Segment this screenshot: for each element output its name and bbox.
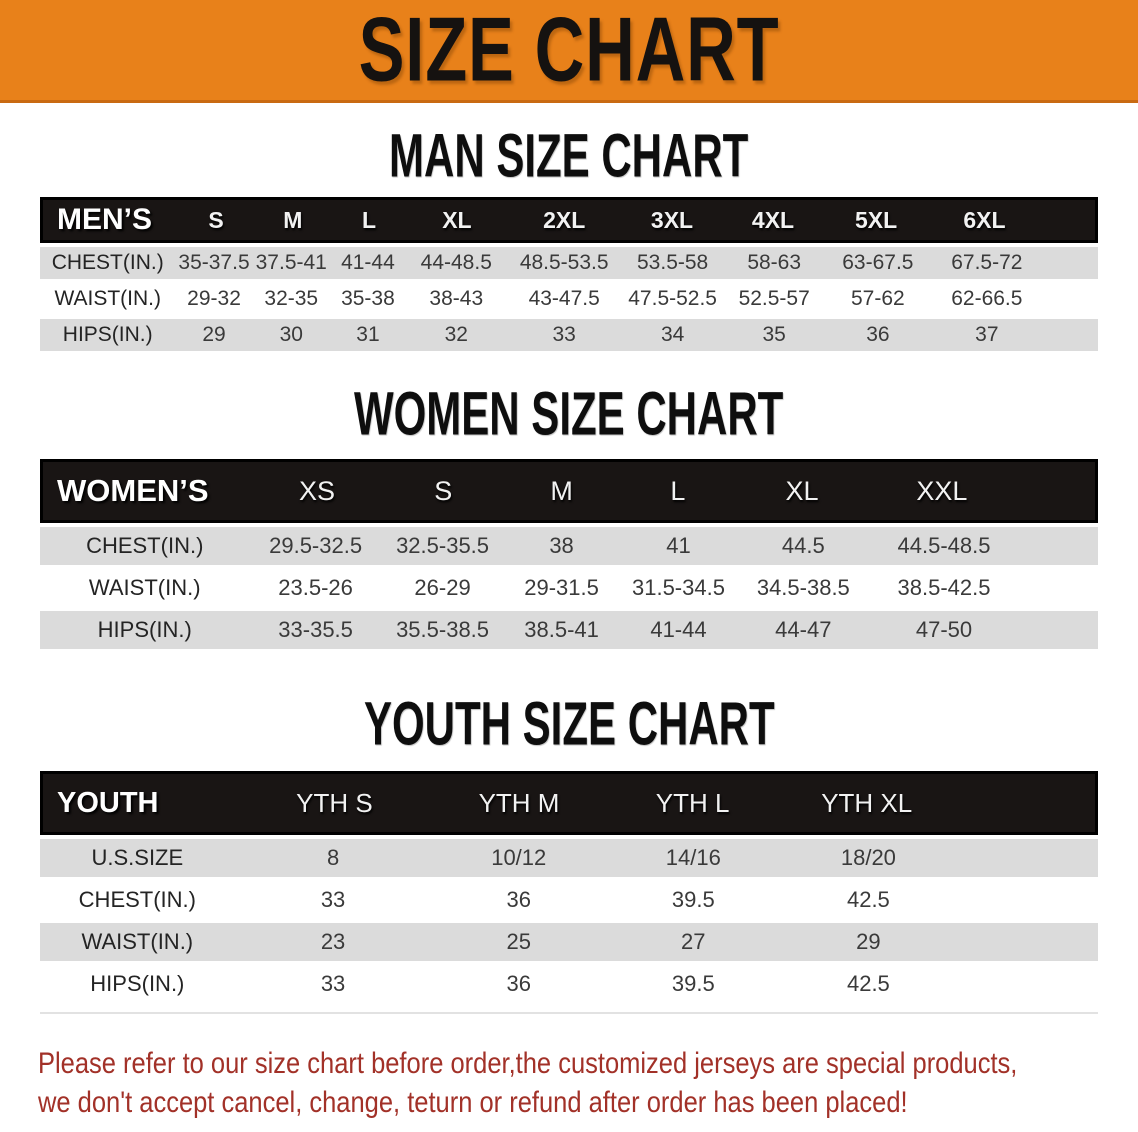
table-cell: 41-44 bbox=[341, 251, 395, 274]
size-column-header: L bbox=[362, 206, 377, 233]
table-cell: 30 bbox=[279, 323, 303, 346]
women-size-table bbox=[40, 459, 1098, 649]
size-column-header: 2XL bbox=[543, 206, 586, 233]
women-size-section bbox=[0, 378, 1138, 649]
order-policy-note bbox=[38, 1044, 1138, 1122]
table-cell: 38.5-42.5 bbox=[897, 575, 991, 600]
table-cell: 29-32 bbox=[187, 287, 241, 310]
table-cell: 41 bbox=[666, 533, 691, 558]
table-cell: 53.5-58 bbox=[637, 251, 709, 274]
size-column-header: XL bbox=[442, 206, 472, 233]
youth-section-heading: YOUTH SIZE CHART bbox=[363, 688, 775, 758]
row-label: WAIST(IN.) bbox=[54, 287, 161, 310]
table-cell: 23 bbox=[320, 929, 346, 954]
table-header-row bbox=[40, 197, 1098, 243]
table-cell: 48.5-53.5 bbox=[519, 251, 609, 274]
men-size-section bbox=[0, 120, 1138, 351]
table-row bbox=[40, 611, 1098, 649]
size-column-header: L bbox=[670, 475, 686, 506]
table-cell: 42.5 bbox=[846, 971, 890, 996]
size-column-header: 4XL bbox=[751, 206, 795, 233]
table-cell: 42.5 bbox=[846, 887, 890, 912]
size-column-header: S bbox=[434, 475, 453, 506]
size-column-header: M bbox=[283, 206, 303, 233]
row-label: HIPS(IN.) bbox=[97, 617, 192, 642]
page-title: SIZE CHART bbox=[358, 0, 780, 101]
table-cell: 35 bbox=[762, 323, 786, 346]
table-cell: 44-48.5 bbox=[420, 251, 492, 274]
table-cell: 33 bbox=[320, 887, 346, 912]
row-label: CHEST(IN.) bbox=[51, 251, 164, 274]
row-label: CHEST(IN.) bbox=[86, 533, 204, 558]
order-policy-note-line1: Please refer to our size chart before order,the customized jerseys are special products, bbox=[38, 1047, 1018, 1080]
table-cell: 33-35.5 bbox=[278, 617, 353, 642]
row-label: WAIST(IN.) bbox=[81, 929, 194, 954]
men-size-table bbox=[40, 197, 1098, 351]
size-column-header: 3XL bbox=[650, 206, 694, 233]
table-row bbox=[40, 923, 1098, 961]
table-cell: 35-38 bbox=[341, 287, 395, 310]
table-cell: 44.5-48.5 bbox=[897, 533, 991, 558]
table-cell: 37 bbox=[975, 323, 999, 346]
table-cell: 32 bbox=[444, 323, 468, 346]
table-cell: 37.5-41 bbox=[255, 251, 327, 274]
table-cell: 34.5-38.5 bbox=[756, 575, 850, 600]
table-cell: 14/16 bbox=[665, 845, 721, 870]
table-cell: 36 bbox=[866, 323, 890, 346]
table-row bbox=[40, 283, 1098, 315]
table-cell: 62-66.5 bbox=[951, 287, 1023, 310]
men-section-heading: MAN SIZE CHART bbox=[389, 120, 749, 190]
size-column-header: XS bbox=[299, 475, 336, 506]
table-cell: 33 bbox=[320, 971, 346, 996]
table-corner-label: WOMEN’S bbox=[57, 473, 209, 508]
table-cell: 36 bbox=[506, 887, 531, 912]
table-cell: 67.5-72 bbox=[951, 251, 1023, 274]
table-cell: 39.5 bbox=[671, 887, 715, 912]
size-column-header: M bbox=[550, 475, 573, 506]
size-column-header: YTH M bbox=[478, 787, 560, 818]
size-chart-banner bbox=[0, 0, 1138, 103]
men-heading-wrap bbox=[0, 120, 1138, 190]
table-cell: 52.5-57 bbox=[738, 287, 810, 310]
table-cell: 29 bbox=[856, 929, 881, 954]
row-label: U.S.SIZE bbox=[91, 845, 184, 870]
row-label: WAIST(IN.) bbox=[88, 575, 201, 600]
size-column-header: XL bbox=[785, 475, 819, 506]
table-cell: 43-47.5 bbox=[528, 287, 600, 310]
table-cell: 18/20 bbox=[840, 845, 896, 870]
table-cell: 44-47 bbox=[775, 617, 832, 642]
table-cell: 33 bbox=[552, 323, 576, 346]
table-cell: 47.5-52.5 bbox=[628, 287, 717, 310]
table-row bbox=[40, 881, 1098, 919]
table-cell: 63-67.5 bbox=[842, 251, 914, 274]
table-cell: 25 bbox=[506, 929, 531, 954]
table-row bbox=[40, 319, 1098, 351]
youth-size-table bbox=[40, 771, 1098, 1014]
table-cell: 8 bbox=[326, 845, 340, 870]
table-cell: 38.5-41 bbox=[524, 617, 599, 642]
table-corner-label: YOUTH bbox=[57, 786, 159, 819]
table-row bbox=[40, 527, 1098, 565]
order-policy-note-line2: we don't accept cancel, change, teturn or refund after order has been placed! bbox=[38, 1086, 908, 1119]
table-corner-label: MEN’S bbox=[57, 203, 153, 236]
size-column-header: YTH L bbox=[655, 787, 730, 818]
table-row bbox=[40, 569, 1098, 607]
size-column-header: S bbox=[208, 206, 224, 233]
youth-size-section bbox=[0, 688, 1138, 1014]
table-cell: 29 bbox=[202, 323, 226, 346]
table-cell: 31 bbox=[356, 323, 380, 346]
table-cell: 27 bbox=[681, 929, 706, 954]
table-row bbox=[40, 965, 1098, 1003]
table-cell: 36 bbox=[506, 971, 531, 996]
table-cell: 35.5-38.5 bbox=[396, 617, 490, 642]
table-header-row bbox=[40, 459, 1098, 523]
table-row bbox=[40, 839, 1098, 877]
row-label: CHEST(IN.) bbox=[78, 887, 196, 912]
row-label: HIPS(IN.) bbox=[62, 323, 153, 346]
table-cell: 39.5 bbox=[671, 971, 715, 996]
table-cell: 32.5-35.5 bbox=[396, 533, 490, 558]
size-column-header: YTH XL bbox=[821, 787, 913, 818]
table-cell: 38 bbox=[549, 533, 574, 558]
table-cell: 34 bbox=[660, 323, 685, 346]
table-cell: 44.5 bbox=[781, 533, 825, 558]
youth-heading-wrap bbox=[0, 688, 1138, 758]
table-cell: 35-37.5 bbox=[178, 251, 250, 274]
table-cell: 31.5-34.5 bbox=[631, 575, 725, 600]
table-cell: 57-62 bbox=[851, 287, 905, 310]
size-column-header: 5XL bbox=[855, 206, 898, 233]
table-cell: 29.5-32.5 bbox=[269, 533, 363, 558]
size-chart-content bbox=[0, 120, 1138, 1122]
table-cell: 10/12 bbox=[491, 845, 547, 870]
table-cell: 23.5-26 bbox=[278, 575, 353, 600]
table-cell: 41-44 bbox=[650, 617, 707, 642]
women-section-heading: WOMEN SIZE CHART bbox=[354, 378, 784, 448]
table-cell: 38-43 bbox=[429, 287, 484, 310]
table-cell: 47-50 bbox=[915, 617, 973, 642]
table-cell: 58-63 bbox=[747, 251, 802, 274]
size-column-header: 6XL bbox=[963, 206, 1006, 233]
table-row bbox=[40, 247, 1098, 279]
table-header-row bbox=[40, 771, 1098, 835]
size-column-header: XXL bbox=[916, 475, 968, 506]
table-cell: 32-35 bbox=[264, 287, 319, 310]
size-column-header: YTH S bbox=[296, 787, 373, 818]
women-heading-wrap bbox=[0, 378, 1138, 448]
row-label: HIPS(IN.) bbox=[90, 971, 185, 996]
table-cell: 29-31.5 bbox=[524, 575, 599, 600]
table-cell: 26-29 bbox=[414, 575, 471, 600]
